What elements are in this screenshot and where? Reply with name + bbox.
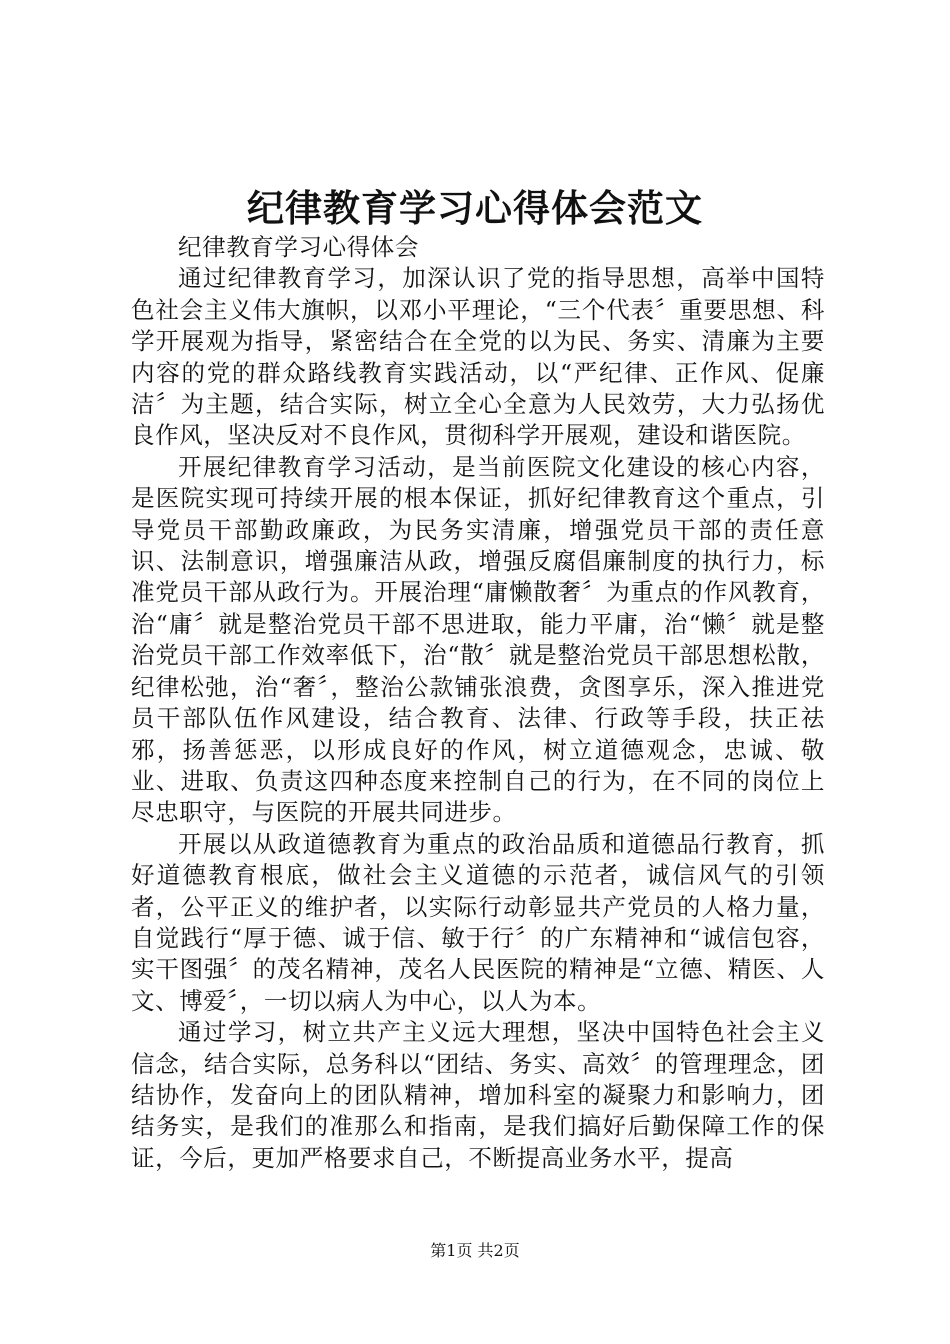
page-footer: 第1页 共2页: [430, 1241, 520, 1260]
paragraph-4: 通过学习，树立共产主义远大理想，坚决中国特色社会主义信念，结合实际，总务科以“团结、务实、高效〞的管理理念，团结协作，发奋向上的团队精神，增加科室的凝聚力和影响力，团结务实，是我们的准那么和指南，是我们搞好后勤保障工作的保证，今后，更加严格要求自己，不断提高业务水平，提高: [131, 1018, 825, 1172]
paragraph-2: 开展纪律教育学习活动，是当前医院文化建设的核心内容，是医院实现可持续开展的根本保证，抓好纪律教育这个重点，引导党员干部勤政廉政，为民务实清廉，增强党员干部的责任意识、法制意识，增强廉洁从政，增强反腐倡廉制度的执行力，标准党员干部从政行为。开展治理“庸懒散奢〞为重点的作风教育，治“庸〞就是整治党员干部不思进取，能力平庸，治“懒〞就是整治党员干部工作效率低下，治“散〞就是整治党员干部思想松散，纪律松弛，治“奢〞，整治公款铺张浪费，贪图享乐，深入推进党员干部队伍作风建设，结合教育、法律、行政等手段，扶正祛邪，扬善惩恶，以形成良好的作风，树立道德观念，忠诚、敬业、进取、负责这四种态度来控制自己的行为，在不同的岗位上尽忠职守，与医院的开展共同进步。: [131, 452, 825, 827]
paragraph-subtitle: 纪律教育学习心得体会: [178, 233, 419, 261]
paragraph-3: 开展以从政道德教育为重点的政治品质和道德品行教育，抓好道德教育根底，做社会主义道德的示范者，诚信风气的引领者，公平正义的维护者，以实际行动彰显共产党员的人格力量，自觉践行“厚于德、诚于信、敏于行〞的广东精神和“诚信包容，实干图强〞的茂名精神，茂名人民医院的精神是“立德、精医、人文、博爱〞，一切以病人为中心，以人为本。: [131, 829, 825, 1015]
document-body: [131, 232, 825, 1174]
document-title: 纪律教育学习心得体会范文: [247, 186, 703, 230]
paragraph-1: 通过纪律教育学习，加深认识了党的指导思想，高举中国特色社会主义伟大旗帜，以邓小平理论，“三个代表〞重要思想、科学开展观为指导，紧密结合在全党的以为民、务实、清廉为主要内容的党的群众路线教育实践活动，以“严纪律、正作风、促廉洁〞为主题，结合实际，树立全心全意为人民效劳，大力弘扬优良作风，坚决反对不良作风，贯彻科学开展观，建设和谐医院。: [131, 264, 825, 450]
